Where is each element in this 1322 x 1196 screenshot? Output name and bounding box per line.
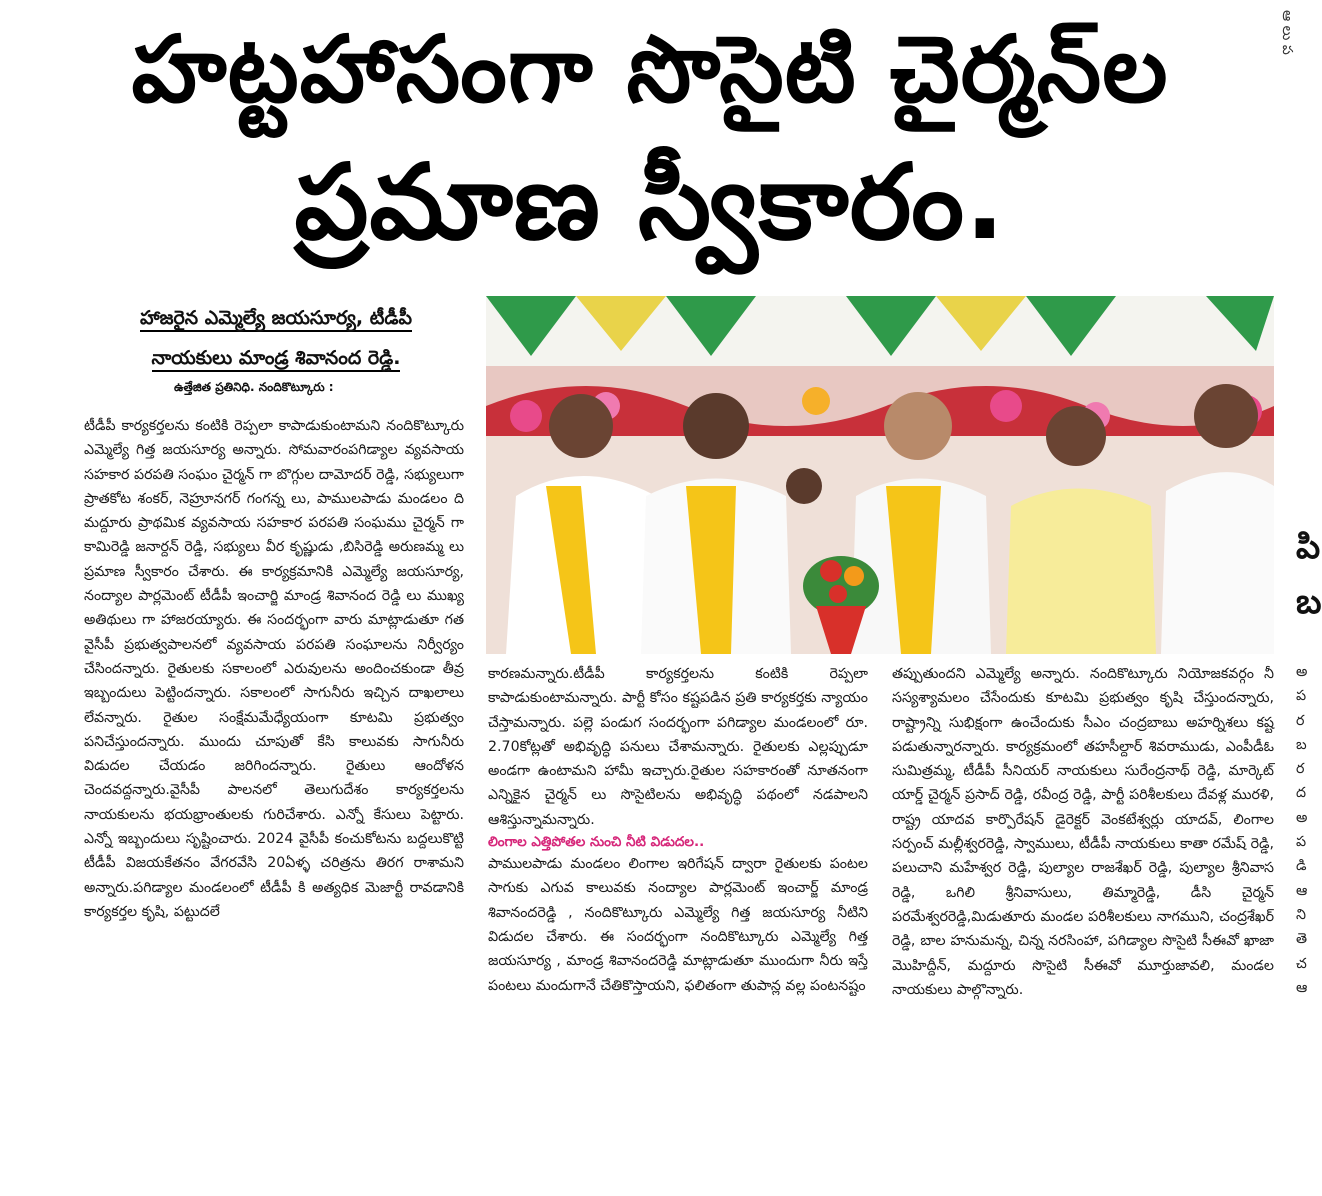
subheadline-line-1 — [84, 300, 468, 336]
adjacent-article-edge-line: ప — [1296, 834, 1307, 851]
article-column-2 — [488, 662, 868, 1102]
adjacent-article-edge-line: ర — [1296, 761, 1305, 778]
subheadline-line-2 — [84, 340, 468, 376]
adjacent-article-edge-line: డి — [1296, 858, 1307, 875]
section-kicker: లింగాల ఎత్తిపోతల నుంచి నీటి విడుదల.. — [488, 834, 705, 851]
article-column-1 — [84, 414, 464, 1080]
column-3-text: తప్పుతుందని ఎమ్మెల్యే అన్నారు. నందికొట్కూరు నియోజకవర్గం నీ సస్యశ్యామలం చేసేందుకు కూటమి ప్రభుత్వం కృషి చేస్తుందన్నారు, రాష్ట్రాన్ని సుభిక్షంగా ఉంచేందుకు సీఎం చంద్రబాబు అహర్నిశలు కష్ట పడుతున్నారన్నారు. కార్యక్రమంలో తహసీల్దార్ శివరాముడు, ఎంపీడీఓ సుమిత్రమ్మ, టీడీపీ సీనియర్ నాయకులు సురేంద్రనాథ్ రెడ్డి, మార్కెట్ యార్డ్ చైర్మన్ ప్రసాద్ రెడ్డి, రవీంద్ర రెడ్డి, పార్టీ పరిశీలకులు దేవళ్ల మురళి, రాష్ట్ర యాదవ కార్పొరేషన్ డైరెక్టర్ వెంకటేశ్వర్లు యాదవ్, లింగాల సర్పంచ్ మల్లీశ్వరరెడ్డి, స్వాములు, టీడీపీ నాయకులు కాతా రమేష్ రెడ్డి, పలుచాని మహేశ్వర రెడ్డి, పుల్యాల రాజశేఖర్ రెడ్డి, పుల్యాల శ్రీనివాస రెడ్డి, ఒగిలి శ్రీనివాసులు, తిమ్మారెడ్డి, డీసి చైర్మన్ పరమేశ్వరరెడ్డి,మిడుతూరు మండల పరిశీలకులు నాగముని, చంద్రశేఖర్ రెడ్డి, బాల హనుమన్న, చిన్న నరసింహా, పగిడ్యాల సొసైటి సీఈవో ఖాజా మొహిద్దీన్, మద్దూరు సొసైటి సీఈవో మూర్తుజావలి, మండల నాయకులు పాల్గొన్నారు. — [892, 666, 1274, 998]
adjacent-article-edge-line: తె — [1296, 931, 1308, 948]
adjacent-article-edge-line: ప — [1296, 688, 1307, 705]
article-photo — [486, 296, 1274, 654]
adjacent-article-edge-line: చ — [1296, 955, 1307, 972]
headline-line-2: ప్రమాణ స్వీకారం. — [294, 141, 1006, 263]
adjacent-article-edge-line: అ — [1296, 809, 1308, 826]
adjacent-article-edge-top: ఆ లు ప — [1279, 10, 1295, 55]
subheadline-line-1-text: హాజరైన ఎమ్మెల్యే జయసూర్య, టీడీపీ — [140, 307, 412, 332]
adjacent-article-edge-line: ఆ — [1296, 979, 1308, 996]
column-2-text-part-1: కారణమన్నారు.టీడీపీ కార్యకర్తలను కంటికి రెప్పలా కాపాడుకుంటామన్నారు. పార్టీ కోసం కష్టపడిన ప్రతి కార్యకర్తకు న్యాయం చేస్తామన్నారు. పల్లె పండుగ సందర్భంగా పగిడ్యాల మండలంలో రూ. 2.70కోట్లతో అభివృద్ధి పనులు చేశామన్నారు. రైతులకు ఎల్లప్పుడూ అండగా ఉంటామని హామీ ఇచ్చారు.రైతుల సహకారంతో నూతనంగా ఎన్నికైన చైర్మన్ లు సొసైటిలను అభివృద్ధి పథంలో నడపాలని ఆశిస్తున్నామన్నారు. — [488, 666, 868, 828]
adjacent-article-edge-headline: పి బ — [1296, 527, 1322, 622]
adjacent-article-edge-line: ని — [1296, 906, 1306, 923]
adjacent-article-edge-line: ర — [1296, 712, 1305, 729]
adjacent-article-edge-line: బ — [1296, 736, 1307, 753]
photo-illustration — [486, 296, 1274, 654]
adjacent-article-edge-column — [1296, 660, 1316, 1110]
adjacent-article-edge-line: ద — [1296, 785, 1307, 802]
subheadline-line-2-text: నాయకులు మాండ్ర శివానంద రెడ్డి. — [152, 347, 401, 372]
column-1-text: టీడీపీ కార్యకర్తలను కంటికి రెప్పలా కాపాడుకుంటామని నందికొట్కూరు ఎమ్మెల్యే గిత్త జయసూర్య అన్నారు. సోమవారంపగిడ్యాల వ్యవసాయ సహకార పరపతి సంఘం చైర్మన్ గా బొగ్గుల దామోదర్ రెడ్డి, సభ్యులుగా ప్రాతకోట శంకర్, నెహ్రూనగర్ గంగన్న లు, పాములపాడు మండలం ది మద్దూరు ప్రాథమిక వ్యవసాయ సహకార పరపతి సంఘము చైర్మన్ గా కామిరెడ్డి జనార్దన్ రెడ్డి, సభ్యులు వీర కృష్ణుడు ,బిసిరెడ్డి అరుణమ్మ లు ప్రమాణ స్వీకారం చేశారు. ఈ కార్యక్రమానికి ఎమ్మెల్యే జయసూర్య, నంద్యాల పార్లమెంట్ టీడీపీ ఇంచార్జి మాండ్ర శివానంద రెడ్డి లు ముఖ్య అతిథులు గా హాజరయ్యారు. ఈ సందర్భంగా వారు మాట్లాడుతూ గత వైసీపీ ప్రభుత్వపాలనలో వ్యవసాయ పరపతి సంఘాలను నిర్వీర్యం చేసిందన్నారు. రైతులకు సకాలంలో ఎరువులను అందించకుండా తీవ్ర ఇబ్బందులు పెట్టిందన్నారు. సకాలంలో సాగునీరు ఇచ్చిన దాఖలాలు లేవన్నారు. రైతుల సంక్షేమమేధ్యేయంగా కూటమి ప్రభుత్వం పనిచేస్తుందన్నారు. ముందు చూపుతో కేసి కాలువకు సాగునీరు విడుదల చేయడం జరిగిందన్నారు. రైతులు ఆందోళన చెందవద్దన్నారు.వైసీపీ పాలనలో తెలుగుదేశం కార్యకర్తలను నాయకులను భయభ్రాంతులకు గురిచేశారు. ఎన్నో కేసులు పెట్టారు. ఎన్నో ఇబ్బందులు సృష్టించారు. 2024 వైసీపీ కంచుకోటను బద్దలుకొట్టి టీడీపీ విజయకేతనం వేగరవేసి 20ఏళ్ళ చరిత్రను తిరగ రాశామని అన్నారు.పగిడ్యాల మండలంలో టీడీపీ కి అత్యధిక మెజార్టీ రావడానికి కార్యకర్తల కృషి, పట్టుదలే — [84, 418, 464, 920]
adjacent-article-edge-line: అ — [1296, 664, 1308, 680]
adjacent-article-edge-line: ఆ — [1296, 882, 1308, 899]
article-column-3 — [892, 662, 1274, 1112]
byline: ఉత్తేజిత ప్రతినిధి. నందికొట్కూరు : — [174, 380, 334, 394]
column-2-text-part-2: పాములపాడు మండలం లింగాల ఇరిగేషన్ ద్వారా రైతులకు పంటల సాగుకు ఎగువ కాలువకు నంద్యాల పార్లమెంట్ ఇంచార్జ్ మాండ్ర శివానందరెడ్డి , నందికొట్కూరు ఎమ్మెల్యే గిత్త జయసూర్య నీటిని విడుదల చేశారు. ఈ సందర్భంగా నందికొట్కూరు ఎమ్మెల్యే గిత్త జయసూర్య , మాండ్ర శివానందరెడ్డి మాట్లాడుతూ ముందుగా నీరు ఇస్తే పంటలు మందుగానే చేతికొస్తాయని, ఫలితంగా తుపాన్ల వల్ల పంటనష్టం — [488, 856, 868, 994]
headline-line-1: హట్టహాసంగా సొసైటి చైర్మన్‌ల — [131, 16, 1169, 123]
